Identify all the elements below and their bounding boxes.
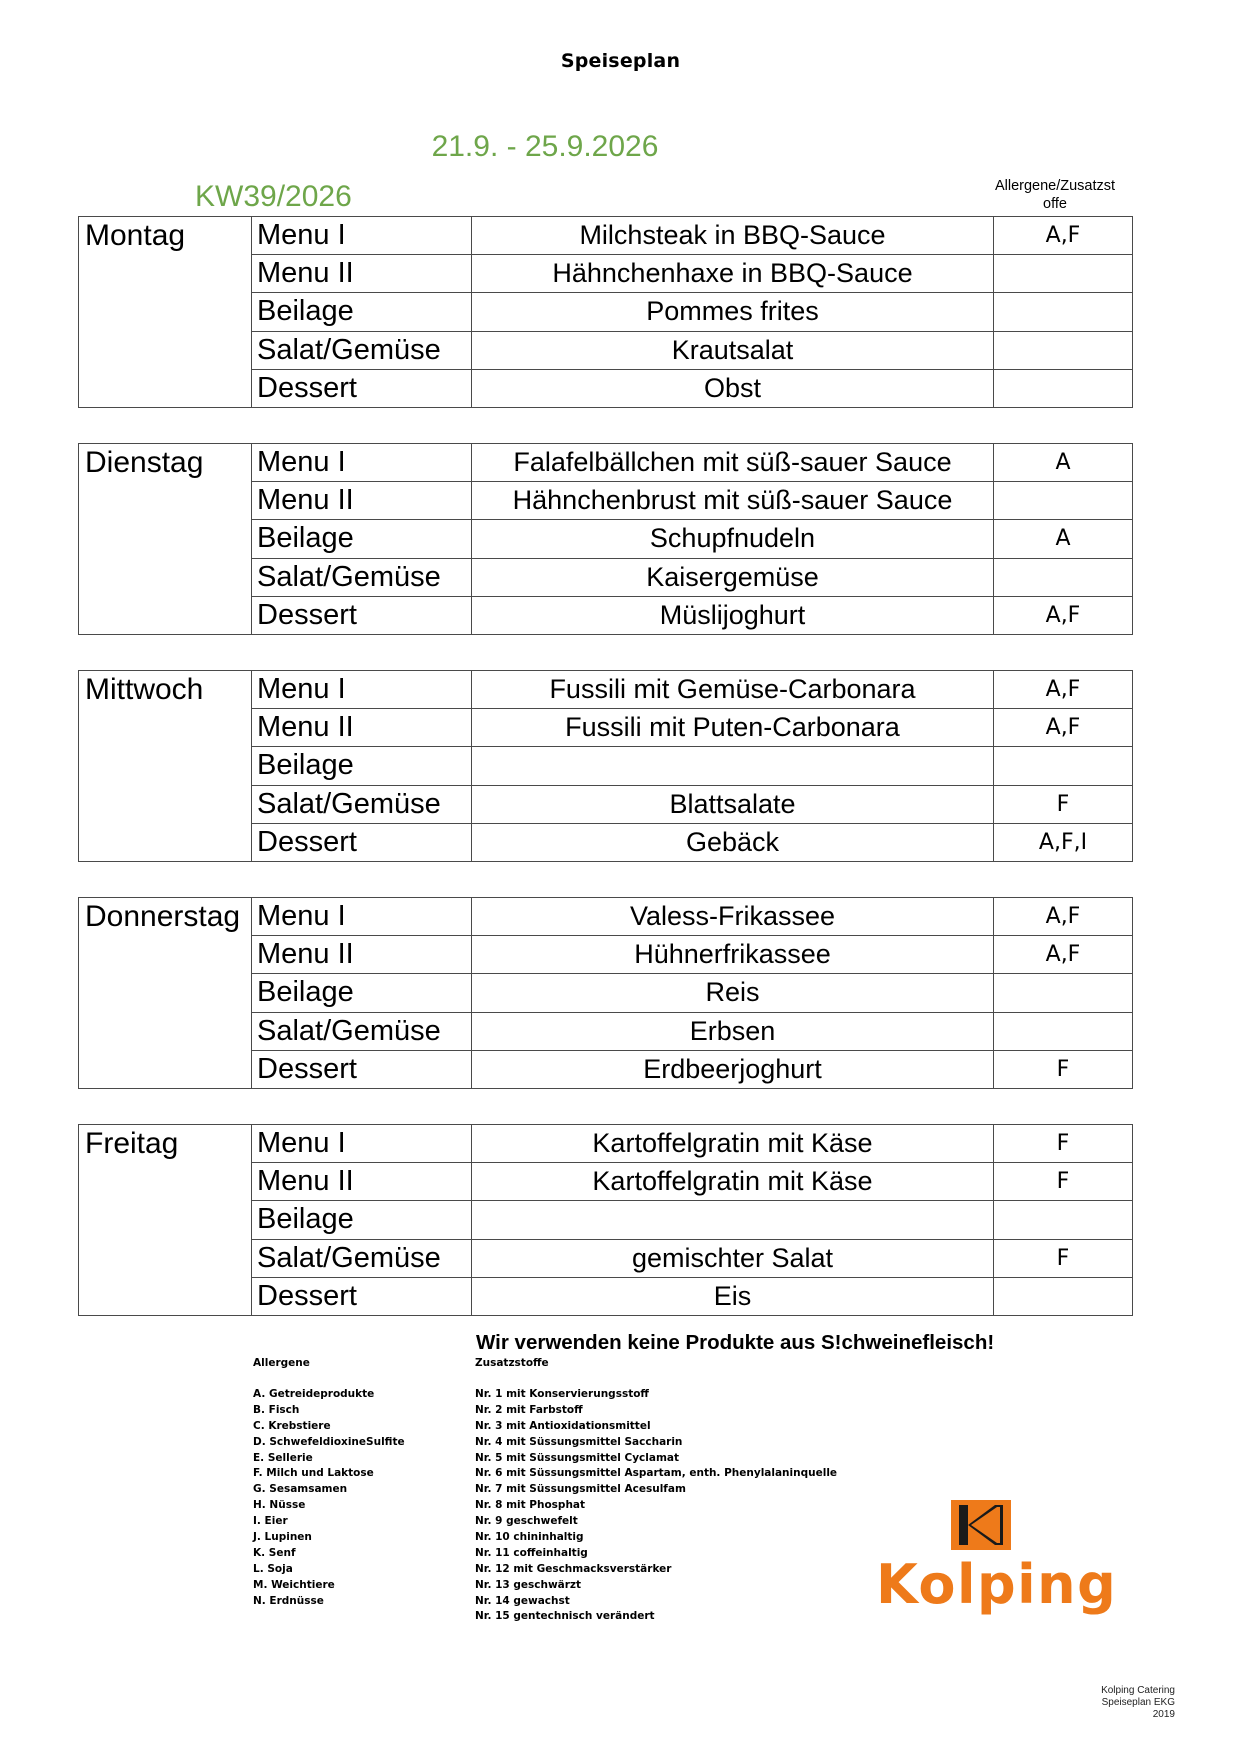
course-label: Beilage bbox=[252, 1201, 472, 1239]
table-row bbox=[79, 1125, 1133, 1163]
course-label: Dessert bbox=[252, 823, 472, 861]
additive-item: Nr. 11 coffeinhaltig bbox=[475, 1546, 588, 1559]
table-row bbox=[79, 898, 1133, 936]
table-row bbox=[79, 444, 1133, 482]
allergen-codes bbox=[994, 558, 1133, 596]
dish-name: Obst bbox=[472, 369, 994, 407]
course-label: Menu I bbox=[252, 898, 472, 936]
dish-name: Fussili mit Puten-Carbonara bbox=[472, 709, 994, 747]
allergen-item: J. Lupinen bbox=[253, 1531, 312, 1544]
dish-name: Erbsen bbox=[472, 1012, 994, 1050]
allergen-codes: F bbox=[994, 1163, 1133, 1201]
allergen-codes: F bbox=[994, 1125, 1133, 1163]
allergen-codes bbox=[994, 331, 1133, 369]
day-name: Donnerstag bbox=[79, 898, 252, 1089]
course-label: Menu I bbox=[252, 217, 472, 255]
allergen-legend-heading: Allergene bbox=[253, 1357, 310, 1369]
allergen-codes bbox=[994, 1012, 1133, 1050]
dish-name: Blattsalate bbox=[472, 785, 994, 823]
dish-name: Müslijoghurt bbox=[472, 596, 994, 634]
course-label: Menu II bbox=[252, 482, 472, 520]
additive-item: Nr. 4 mit Süssungsmittel Saccharin bbox=[475, 1435, 683, 1448]
additive-item: Nr. 5 mit Süssungsmittel Cyclamat bbox=[475, 1451, 680, 1464]
day-table-donnerstag bbox=[78, 897, 1133, 1089]
dish-name: Erdbeerjoghurt bbox=[472, 1050, 994, 1088]
day-name: Freitag bbox=[79, 1125, 252, 1316]
course-label: Dessert bbox=[252, 1277, 472, 1315]
table-row bbox=[79, 671, 1133, 709]
additive-item: Nr. 2 mit Farbstoff bbox=[475, 1403, 583, 1416]
course-label: Dessert bbox=[252, 596, 472, 634]
allergen-item: F. Milch und Laktose bbox=[253, 1467, 374, 1480]
dish-name: gemischter Salat bbox=[472, 1239, 994, 1277]
allergen-item: A. Getreideprodukte bbox=[253, 1388, 375, 1400]
dish-name: Kaisergemüse bbox=[472, 558, 994, 596]
course-label: Beilage bbox=[252, 520, 472, 558]
dish-name: Krautsalat bbox=[472, 331, 994, 369]
allergen-codes bbox=[994, 293, 1133, 331]
additive-item: Nr. 10 chininhaltig bbox=[475, 1531, 584, 1544]
footer-line: Kolping Catering bbox=[1101, 1685, 1175, 1696]
allergen-codes bbox=[994, 1201, 1133, 1239]
allergen-item: N. Erdnüsse bbox=[253, 1594, 324, 1607]
allergen-item: B. Fisch bbox=[253, 1403, 300, 1416]
allergen-item: G. Sesamsamen bbox=[253, 1483, 348, 1496]
allergen-item: I. Eier bbox=[253, 1515, 288, 1528]
course-label: Beilage bbox=[252, 293, 472, 331]
allergen-legend bbox=[253, 1356, 405, 1609]
day-name: Dienstag bbox=[79, 444, 252, 635]
course-label: Salat/Gemüse bbox=[252, 785, 472, 823]
day-table-montag bbox=[78, 216, 1133, 408]
allergen-codes bbox=[994, 1277, 1133, 1315]
additive-item: Nr. 12 mit Geschmacksverstärker bbox=[475, 1562, 672, 1575]
additive-item: Nr. 13 geschwärzt bbox=[475, 1578, 582, 1591]
dish-name: Kartoffelgratin mit Käse bbox=[472, 1163, 994, 1201]
course-label: Menu II bbox=[252, 709, 472, 747]
day-table-dienstag bbox=[78, 443, 1133, 635]
additive-item: Nr. 9 geschwefelt bbox=[475, 1515, 578, 1528]
allergen-codes: A,F,I bbox=[994, 823, 1133, 861]
course-label: Menu I bbox=[252, 671, 472, 709]
course-label: Salat/Gemüse bbox=[252, 1012, 472, 1050]
allergen-codes: F bbox=[994, 785, 1133, 823]
allergen-codes: A,F bbox=[994, 217, 1133, 255]
table-row bbox=[79, 217, 1133, 255]
course-label: Menu I bbox=[252, 1125, 472, 1163]
course-label: Salat/Gemüse bbox=[252, 331, 472, 369]
allergen-codes bbox=[994, 255, 1133, 293]
additive-item: Nr. 1 mit Konservierungsstoff bbox=[475, 1388, 649, 1400]
allergen-codes: A,F bbox=[994, 596, 1133, 634]
allergen-codes bbox=[994, 482, 1133, 520]
additive-item: Nr. 15 gentechnisch verändert bbox=[475, 1610, 655, 1623]
additive-legend bbox=[475, 1356, 837, 1625]
page-title: Speiseplan bbox=[560, 50, 681, 72]
additive-item: Nr. 7 mit Süssungsmittel Acesulfam bbox=[475, 1483, 686, 1496]
dish-name: Eis bbox=[472, 1277, 994, 1315]
allergen-item: E. Sellerie bbox=[253, 1451, 313, 1464]
allergen-item: H. Nüsse bbox=[253, 1499, 306, 1512]
allergen-codes bbox=[994, 974, 1133, 1012]
allergen-codes: A,F bbox=[994, 671, 1133, 709]
dish-name: Hähnchenhaxe in BBQ-Sauce bbox=[472, 255, 994, 293]
dish-name: Schupfnudeln bbox=[472, 520, 994, 558]
additive-item: Nr. 8 mit Phosphat bbox=[475, 1499, 586, 1512]
footer-line: Speiseplan EKG bbox=[1101, 1697, 1175, 1708]
allergen-codes bbox=[994, 747, 1133, 785]
course-label: Dessert bbox=[252, 1050, 472, 1088]
dish-name: Fussili mit Gemüse-Carbonara bbox=[472, 671, 994, 709]
allergen-codes: A bbox=[994, 444, 1133, 482]
date-range: 21.9. - 25.9.2026 bbox=[431, 130, 659, 163]
allergen-item: M. Weichtiere bbox=[253, 1578, 335, 1591]
kolping-k-icon bbox=[951, 1500, 1011, 1550]
course-label: Menu II bbox=[252, 1163, 472, 1201]
kolping-wordmark: Kolping bbox=[876, 1553, 1118, 1616]
allergen-item: L. Soja bbox=[253, 1562, 293, 1575]
allergen-codes bbox=[994, 369, 1133, 407]
allergen-item: K. Senf bbox=[253, 1546, 296, 1559]
additive-item: Nr. 6 mit Süssungsmittel Aspartam, enth. Phenylalaninquelle bbox=[475, 1467, 838, 1480]
allergen-codes: F bbox=[994, 1239, 1133, 1277]
dish-name: Hühnerfrikassee bbox=[472, 936, 994, 974]
course-label: Menu II bbox=[252, 255, 472, 293]
dish-name: Pommes frites bbox=[472, 293, 994, 331]
course-label: Beilage bbox=[252, 747, 472, 785]
course-label: Salat/Gemüse bbox=[252, 1239, 472, 1277]
dish-name bbox=[472, 1201, 994, 1239]
day-name: Mittwoch bbox=[79, 671, 252, 862]
dish-name: Hähnchenbrust mit süß-sauer Sauce bbox=[472, 482, 994, 520]
course-label: Beilage bbox=[252, 974, 472, 1012]
course-label: Menu I bbox=[252, 444, 472, 482]
additive-item: Nr. 14 gewachst bbox=[475, 1594, 570, 1607]
dish-name: Falafelbällchen mit süß-sauer Sauce bbox=[472, 444, 994, 482]
day-table-freitag bbox=[78, 1124, 1133, 1316]
allergen-item: D. SchwefeldioxineSulfite bbox=[253, 1435, 405, 1448]
allergen-codes: A,F bbox=[994, 898, 1133, 936]
allergen-codes: F bbox=[994, 1050, 1133, 1088]
course-label: Dessert bbox=[252, 369, 472, 407]
allergen-codes: A,F bbox=[994, 936, 1133, 974]
dish-name: Reis bbox=[472, 974, 994, 1012]
footer bbox=[1040, 1685, 1175, 1721]
allergen-codes: A,F bbox=[994, 709, 1133, 747]
dish-name: Gebäck bbox=[472, 823, 994, 861]
allergen-item: C. Krebstiere bbox=[253, 1419, 331, 1432]
dish-name: Milchsteak in BBQ-Sauce bbox=[472, 217, 994, 255]
allergen-column-header: Allergene/Zusatzst offe bbox=[994, 178, 1116, 212]
calendar-week: KW39/2026 bbox=[195, 180, 352, 213]
dish-name: Kartoffelgratin mit Käse bbox=[472, 1125, 994, 1163]
course-label: Menu II bbox=[252, 936, 472, 974]
course-label: Salat/Gemüse bbox=[252, 558, 472, 596]
day-table-mittwoch bbox=[78, 670, 1133, 862]
dish-name bbox=[472, 747, 994, 785]
pork-note: Wir verwenden keine Produkte aus S!chweinefleisch! bbox=[476, 1331, 995, 1354]
dish-name: Valess-Frikassee bbox=[472, 898, 994, 936]
allergen-codes: A bbox=[994, 520, 1133, 558]
additive-item: Nr. 3 mit Antioxidationsmittel bbox=[475, 1419, 651, 1432]
footer-line: 2019 bbox=[1152, 1709, 1175, 1720]
day-name: Montag bbox=[79, 217, 252, 408]
additive-legend-heading: Zusatzstoffe bbox=[475, 1357, 549, 1369]
